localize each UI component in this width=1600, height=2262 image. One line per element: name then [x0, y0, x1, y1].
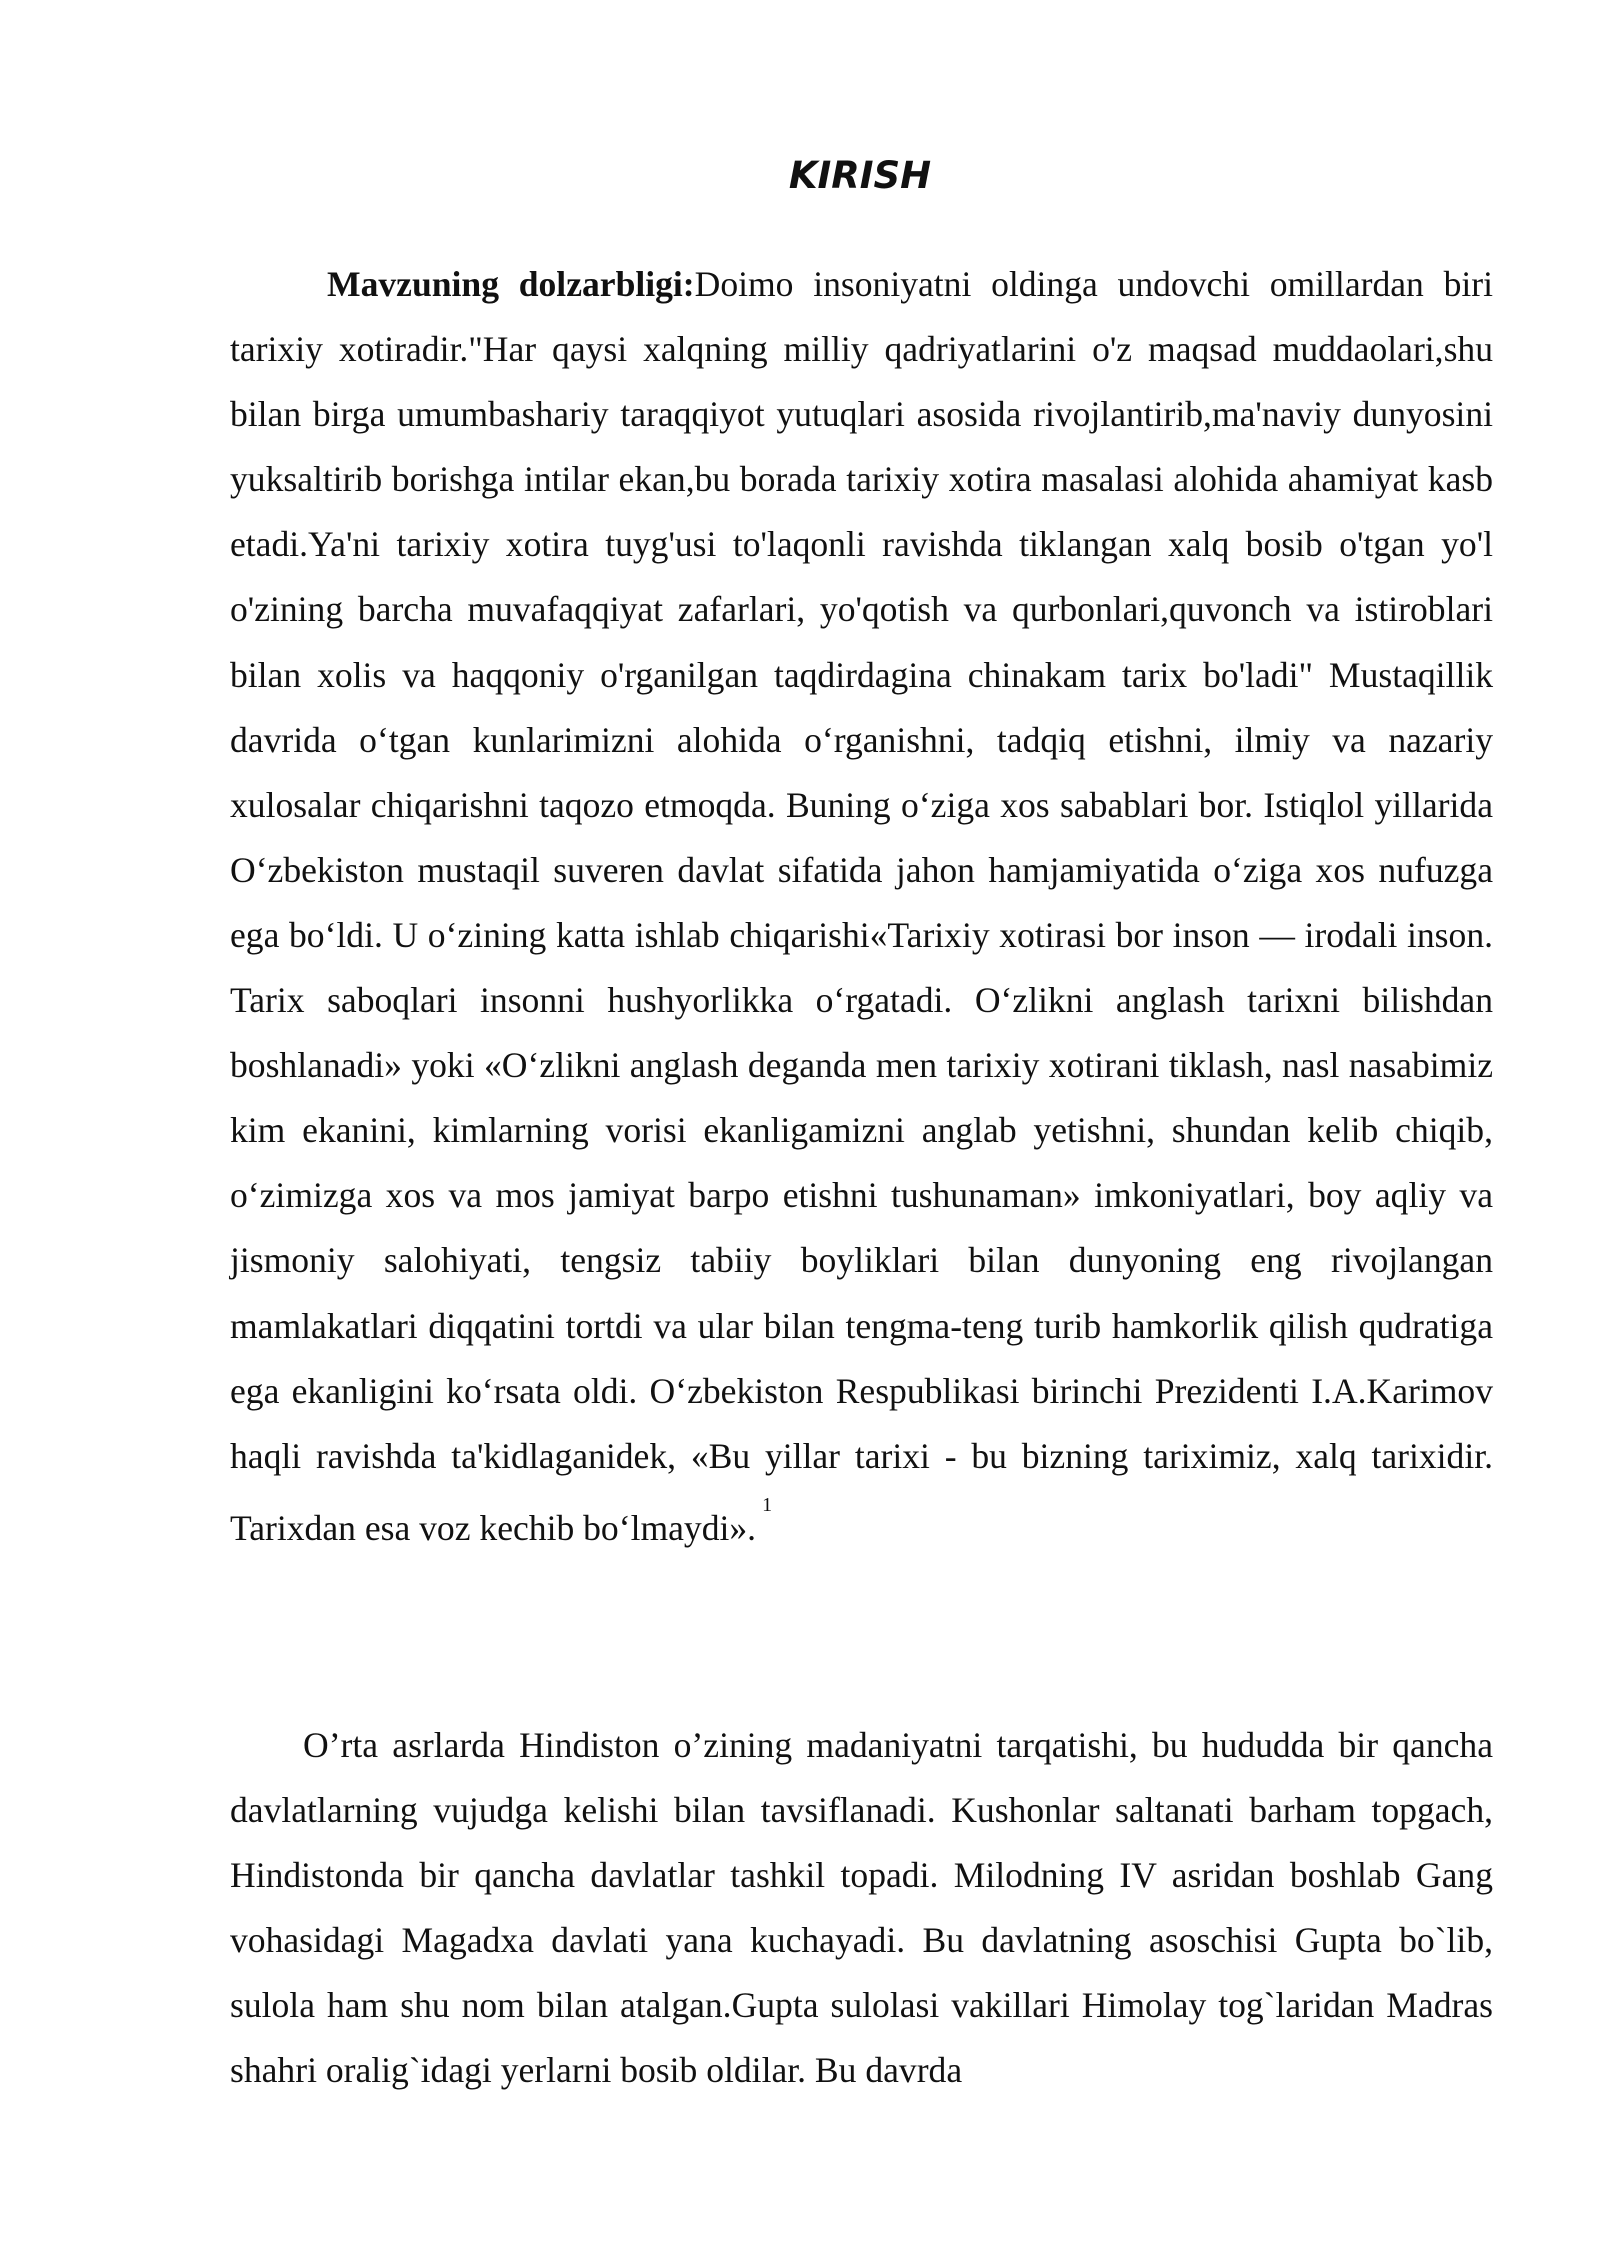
intro-paragraph-text: Doimo insoniyatni oldinga undovchi omillardan biri tarixiy xotiradir."Har qaysi xalqning milliy qadriyatlarini o'z maqsad muddaolari,shu bilan birga umumbashariy taraqqiyot yutuqlari asosida rivojlantirib,ma'naviy dunyosini yuksaltirib borishga intilar ekan,bu borada tarixiy xotira masalasi alohida ahamiyat kasb etadi.Ya'ni tarixiy xotira tuyg'usi to'laqonli ravishda tiklangan xalq bosib o'tgan yo'l o'zining barcha muvafaqqiyat zafarlari, yo'qotish va qurbonlari,quvonch va istiroblari bilan xolis va haqqoniy o'rganilgan taqdirdagina chinakam tarix bo'ladi" Mustaqillik davrida o‘tgan kunlarimizni alohida o‘rganishni, tadqiq etishni, ilmiy va nazariy xulosalar chiqarishni taqozo etmoqda. Buning o‘ziga xos sabablari bor. Istiqlol yillarida O‘zbekiston mustaqil suveren davlat sifatida jahon hamjamiyatida o‘ziga xos nufuzga ega bo‘ldi. U o‘zining katta ishlab chiqarishi«Tarixiy xotirasi bor inson — irodali inson. Tarix saboqlari insonni hushyorlikka o‘rgatadi. O‘zlikni anglash tarixni bilishdan boshlanadi» yoki «O‘zlikni anglash deganda men tarixiy xotirani tiklash, nasl nasabimiz kim ekanini, kimlarning vorisi ekanligamizni anglab yetishni, shundan kelib chiqib, o‘zimizga xos va mos jamiyat barpo etishni tushunaman» imkoniyatlari, boy aqliy va jismoniy salohiyati, tengsiz tabiiy boyliklari bilan dunyoning eng rivojlangan mamlakatlari diqqatini tortdi va ular bilan tengma-teng turib hamkorlik qilish qudratiga ega ekanligini ko‘rsata oldi. O‘zbekiston Respublikasi birinchi Prezidenti I.A.Karimov haqli ravishda ta'kidlaganidek, «Bu yillar tarixi - bu bizning tariximiz, xalq tarixidir. Tarixdan esa voz kechib bo‘lmaydi». [230, 264, 1493, 1548]
history-paragraph-text: O’rta asrlarda Hindiston o’zining madaniyatni tarqatishi, bu hududda bir qancha davlatlarning vujudga kelishi bilan tavsiflanadi. Kushonlar saltanati barham topgach, Hindistonda bir qancha davlatlar tashkil topadi. Milodning IV asridan boshlab Gang vohasidagi Magadxa davlati yana kuchayadi. Bu davlatning asoschisi Gupta bo`lib, sulola ham shu nom bilan atalgan.Gupta sulolasi vakillari Himolay tog`laridan Madras shahri oralig`idagi yerlarni bosib oldilar. Bu davrda [230, 1725, 1493, 2091]
intro-paragraph [230, 252, 1493, 1561]
relevance-heading: Mavzuning dolzarbligi: [327, 264, 695, 304]
footnote-marker[interactable]: 1 [762, 1493, 773, 1516]
page-title: KIRISH [788, 154, 932, 197]
history-paragraph [230, 1713, 1493, 2104]
